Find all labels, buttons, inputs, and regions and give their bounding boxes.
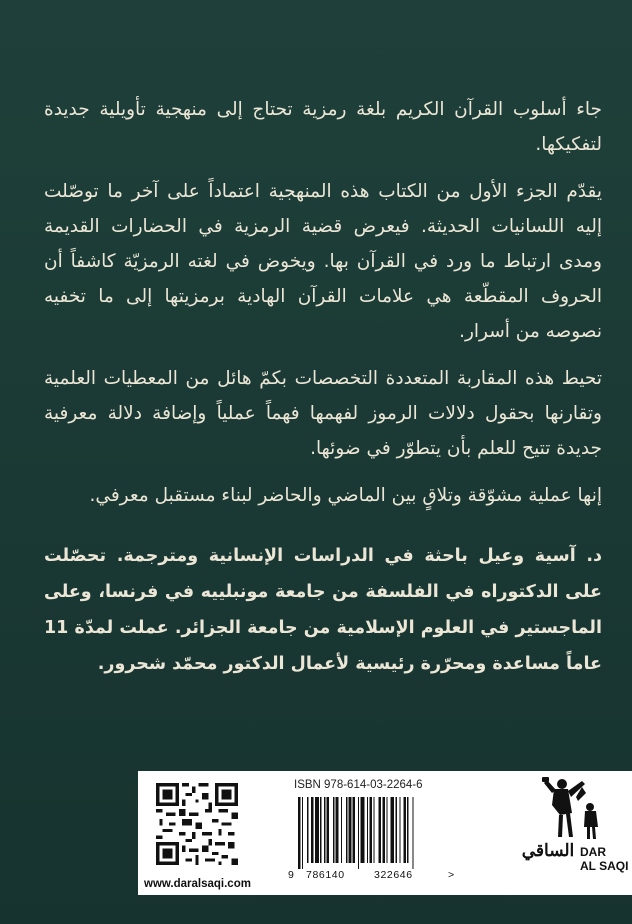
description-paragraph: إنها عملية مشوّقة وتلاقٍ بين الماضي والحاضر لبناء مستقبل معرفي. xyxy=(89,485,602,506)
barcode-bar xyxy=(412,797,413,869)
barcode-digits xyxy=(288,869,458,885)
barcode-bar xyxy=(373,797,374,863)
publisher-panel xyxy=(516,771,632,895)
barcode-bar xyxy=(396,797,397,863)
description-paragraph: تحيط هذه المقاربة المتعددة التخصصات بكمّ هائل من المعطيات العلمية وتقارنها بحقول دلالات الرموز لفهمها فهماً عملياً وإضافة دلالة معرفية جديدة تتيح للعلم بأن يتطوّر في ضوئها. xyxy=(44,368,602,459)
publisher-website: www.daralsaqi.com xyxy=(144,878,251,890)
barcode-bar xyxy=(302,797,303,869)
barcode-bar xyxy=(349,797,352,863)
publisher-arabic-name: الساقي xyxy=(521,841,575,861)
barcode-bar xyxy=(403,797,406,863)
barcode-panel xyxy=(138,771,516,895)
barcode-bar xyxy=(353,797,356,863)
barcode-bar xyxy=(327,797,330,863)
barcode-icon xyxy=(298,797,446,869)
barcode-bar xyxy=(298,797,301,869)
barcode-bar xyxy=(311,797,314,863)
publisher-figure-icon xyxy=(538,775,612,841)
isbn-label: ISBN 978-614-03-2264-6 xyxy=(294,779,423,791)
description-paragraph: يقدّم الجزء الأول من الكتاب هذه المنهجية اعتماداً على آخر ما توصّلت إليه اللسانيات الحديثة. فيعرض قضية الرمزية في الحضارات القديمة ومدى ارتباط ما ورد في القرآن بها. ويخوض في لغته الرمزيّة كاشفاً أن الحروف المقطّعة هي علامات القرآن الهادية برمزيتها إلى ما تخفيه نصوصه من أسرار. xyxy=(44,181,602,342)
author-bio: د. آسية وعيل باحثة في الدراسات الإنسانية ومترجمة. تحصّلت على الدكتوراه في الفلسفة من جامعة مونبلييه في فرنسا، وعلى الماجستير في العلوم الإسلامية من جامعة الجزائر. عملت لمدّة 11 عاماً مساعدة ومحرّرة رئيسية لأعمال الدكتور محمّد شحرور. xyxy=(44,545,602,674)
barcode-bar xyxy=(315,797,319,863)
barcode-bar xyxy=(336,797,339,863)
publisher-latin-line2: AL SAQI xyxy=(580,859,629,873)
barcode-bar xyxy=(333,797,334,863)
barcode-bar xyxy=(320,797,321,863)
barcode-bar xyxy=(324,797,325,863)
barcode-bar xyxy=(379,797,382,863)
description xyxy=(44,92,602,525)
barcode-bar xyxy=(399,797,400,863)
barcode-bar xyxy=(358,797,359,869)
qr-code-icon xyxy=(156,783,238,865)
barcode-bar xyxy=(407,797,408,863)
description-paragraph: جاء أسلوب القرآن الكريم بلغة رمزية تحتاج إلى منهجية تأويلية جديدة لتفكيكها. xyxy=(44,99,602,155)
publisher-latin-name xyxy=(580,845,628,873)
barcode-bar xyxy=(360,797,364,863)
barcode-digit-arrow: > xyxy=(448,869,455,881)
barcode-bar xyxy=(370,797,373,863)
barcode-bar xyxy=(307,797,308,863)
barcode-bar xyxy=(367,797,368,863)
barcode-bar xyxy=(383,797,386,863)
barcode-digit-first: 9 xyxy=(288,869,294,881)
publisher-latin-line1: DAR xyxy=(580,845,606,859)
barcode-digits-right: 322646 xyxy=(374,869,413,881)
barcode-bar xyxy=(390,797,394,863)
barcode-bar xyxy=(386,797,387,863)
barcode-digits-left: 786140 xyxy=(306,869,345,881)
barcode-bar xyxy=(346,797,347,863)
barcode-bar xyxy=(341,797,342,863)
